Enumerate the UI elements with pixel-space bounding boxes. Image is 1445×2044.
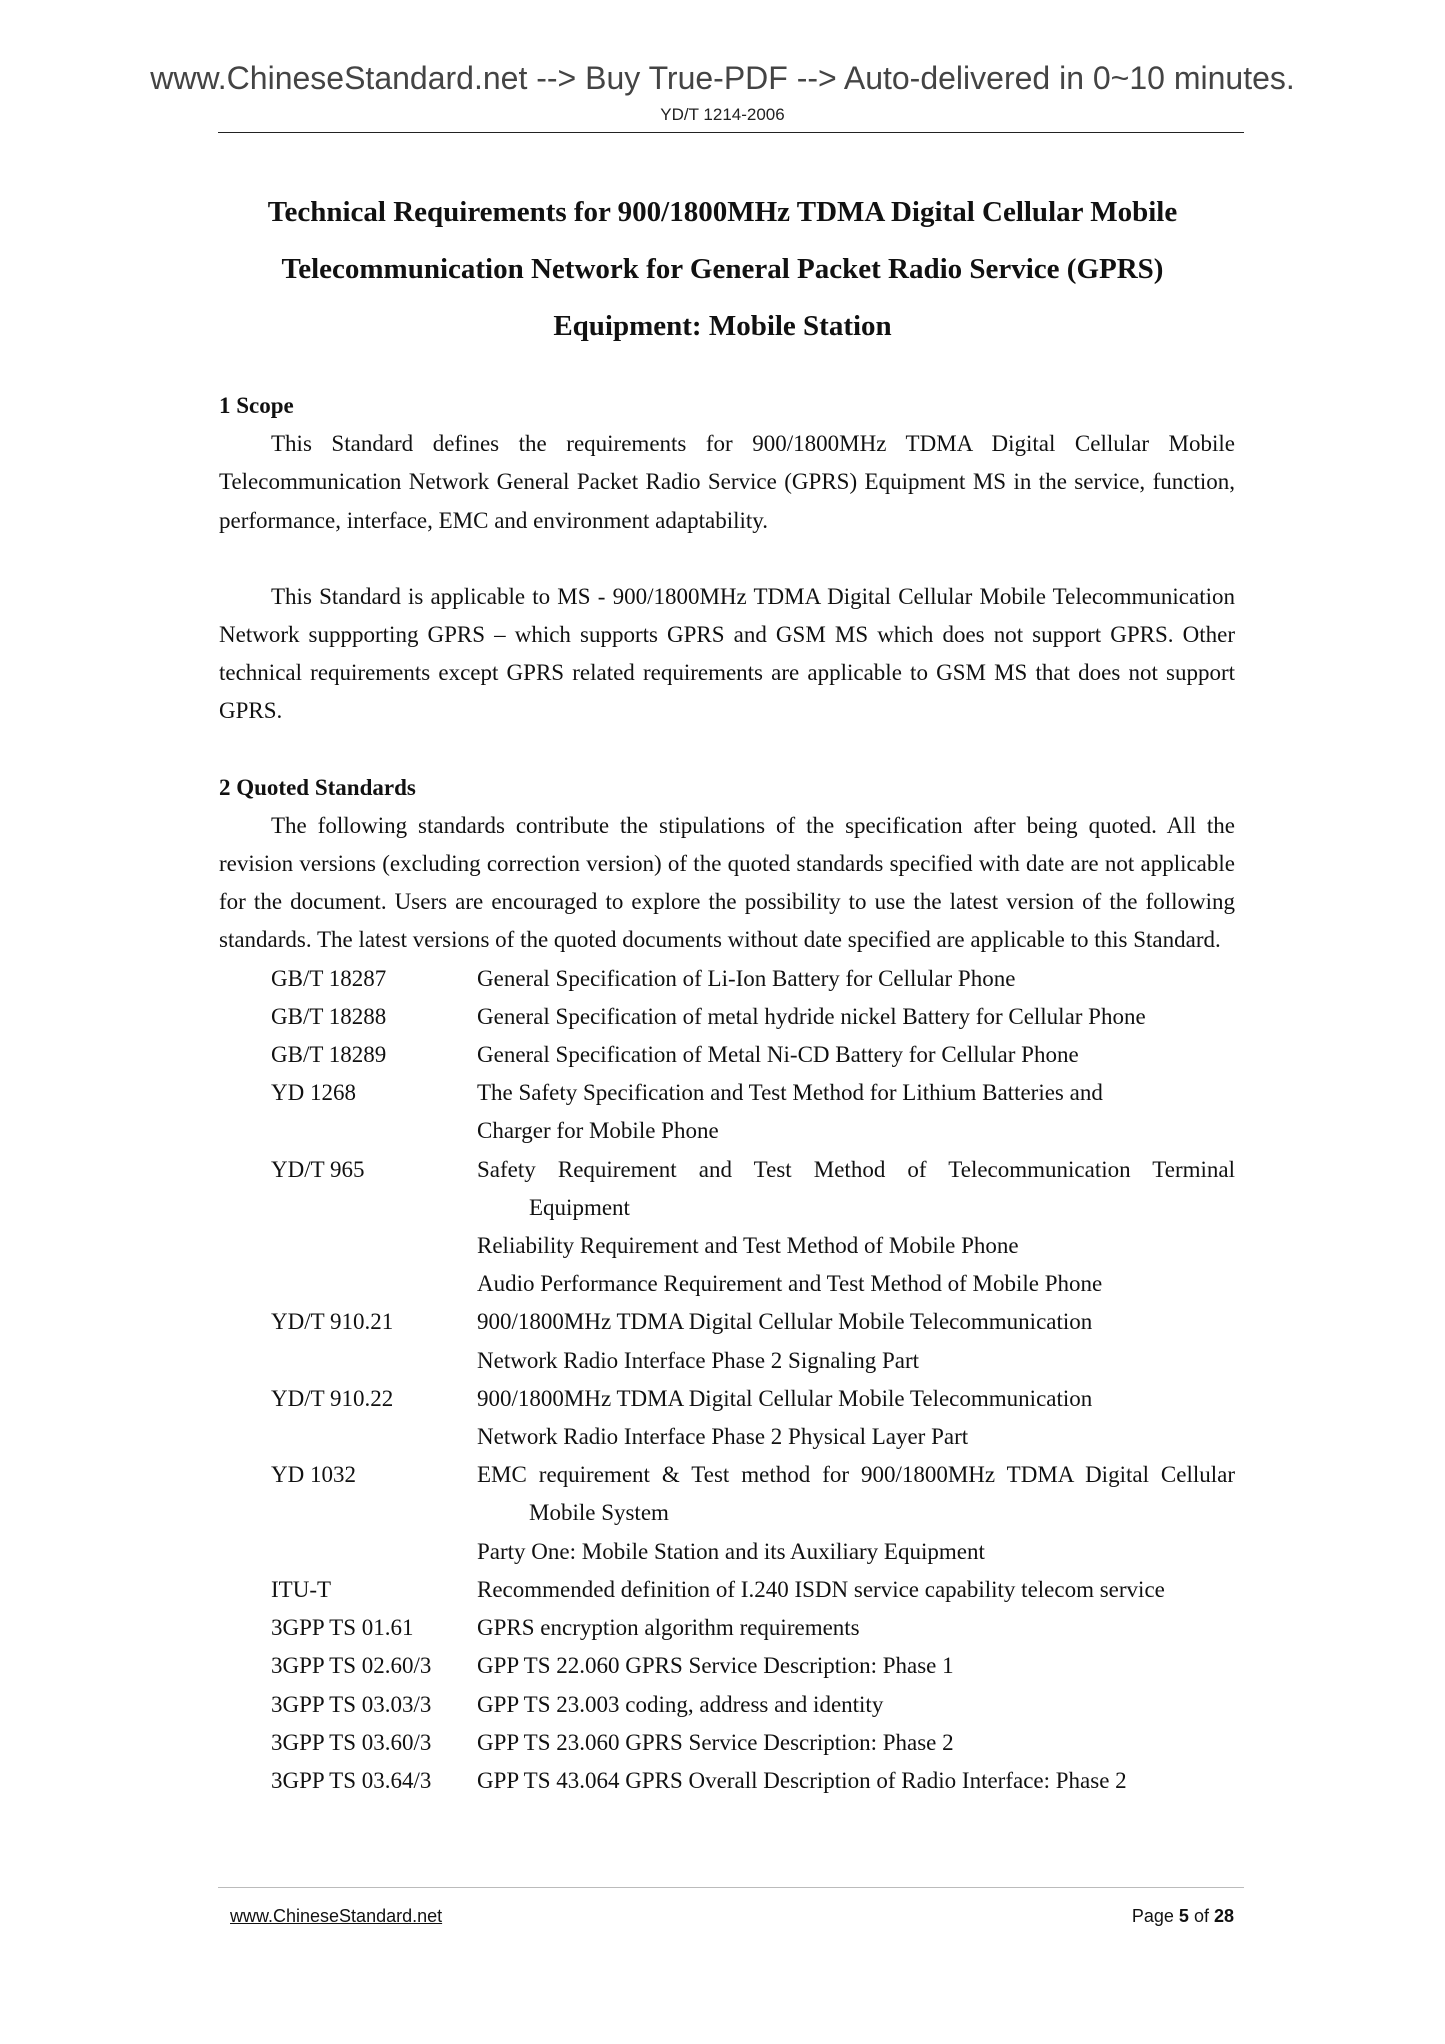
reference-title-line-1: Safety Requirement and Test Method of Telecommunication Terminal	[477, 1156, 1235, 1182]
reference-code: GB/T 18288	[271, 1003, 387, 1029]
reference-item	[219, 1456, 1235, 1532]
reference-item	[219, 1724, 1235, 1762]
title-line-3: Equipment: Mobile Station	[553, 310, 892, 342]
reference-title: Reliability Requirement and Test Method of Mobile Phone	[477, 1233, 1019, 1259]
reference-item	[219, 1074, 1235, 1150]
reference-item	[219, 1380, 1235, 1456]
reference-title: GPP TS 43.064 GPRS Overall Description of Radio Interface: Phase 2	[477, 1767, 1127, 1793]
paragraph-gap	[219, 731, 1235, 769]
reference-code: 3GPP TS 03.64/3	[271, 1767, 432, 1793]
reference-title: GPRS encryption algorithm requirements	[477, 1615, 860, 1641]
section-heading-scope: 1 Scope	[219, 393, 294, 418]
reference-item	[219, 1571, 1235, 1609]
reference-title-line-1: EMC requirement & Test method for 900/1800MHz TDMA Digital Cellular	[477, 1462, 1235, 1488]
top-banner[interactable]: www.ChineseStandard.net --> Buy True-PDF --> Auto-delivered in 0~10 minutes.	[150, 60, 1295, 96]
reference-code: 3GPP TS 02.60/3	[271, 1653, 432, 1679]
reference-code: 3GPP TS 03.03/3	[271, 1691, 432, 1717]
page-label: Page	[1131, 1906, 1174, 1926]
scope-paragraph-1: This Standard defines the requirements for 900/1800MHz TDMA Digital Cellular Mobile Telecommunication Network General Packet Radio Service (GPRS) Equipment MS in the service, function, performance, interface, EMC and environment adaptability.	[219, 431, 1235, 533]
reference-title-line-1: 900/1800MHz TDMA Digital Cellular Mobile Telecommunication	[477, 1309, 1093, 1335]
reference-title-line-2: Mobile System	[529, 1500, 669, 1526]
reference-item	[219, 1303, 1235, 1379]
reference-title: General Specification of Metal Ni-CD Battery for Cellular Phone	[477, 1042, 1079, 1068]
reference-code	[219, 1227, 477, 1265]
reference-title: GPP TS 23.060 GPRS Service Description: Phase 2	[477, 1729, 954, 1755]
reference-title	[477, 1380, 1235, 1456]
scope-paragraph-2: This Standard is applicable to MS - 900/1800MHz TDMA Digital Cellular Mobile Telecommunication Network suppporting GPRS – which supports GPRS and GSM MS which does not support GPRS. Other technical requirements except GPRS related requirements are applicable to GSM MS that does not support GPRS.	[219, 583, 1235, 724]
title-line-2: Telecommunication Network for General Packet Radio Service (GPRS)	[281, 253, 1164, 285]
reference-item	[219, 1227, 1235, 1265]
reference-title-line-1: The Safety Specification and Test Method for Lithium Batteries and	[477, 1080, 1103, 1106]
reference-title-line-2: Network Radio Interface Phase 2 Physical Layer Part	[477, 1424, 969, 1450]
reference-title-line-2: Network Radio Interface Phase 2 Signaling Part	[477, 1347, 919, 1373]
page-total: 28	[1213, 1906, 1234, 1926]
reference-title-line-2: Equipment	[529, 1194, 630, 1220]
footer-divider	[218, 1887, 1244, 1888]
reference-item	[219, 960, 1235, 998]
document-body	[219, 387, 1235, 1800]
reference-title: Party One: Mobile Station and its Auxiliary Equipment	[477, 1538, 985, 1564]
document-title	[150, 184, 1295, 355]
reference-title: General Specification of metal hydride nickel Battery for Cellular Phone	[477, 1003, 1146, 1029]
page-footer	[230, 1906, 1234, 1927]
reference-code: YD/T 965	[271, 1156, 365, 1182]
reference-code: YD/T 910.21	[271, 1309, 394, 1335]
reference-code: 3GPP TS 01.61	[271, 1615, 414, 1641]
reference-code: YD/T 910.22	[271, 1385, 394, 1411]
page-of: of	[1193, 1906, 1209, 1926]
reference-item	[219, 1036, 1235, 1074]
reference-title: Audio Performance Requirement and Test Method of Mobile Phone	[477, 1271, 1103, 1297]
reference-code	[219, 1533, 477, 1571]
reference-title	[477, 1456, 1235, 1532]
footer-website-link[interactable]: www.ChineseStandard.net	[230, 1906, 443, 1926]
document-number: YD/T 1214-2006	[660, 105, 785, 124]
reference-title: General Specification of Li-Ion Battery for Cellular Phone	[477, 965, 1016, 991]
quoted-standards-paragraph: The following standards contribute the stipulations of the specification after being quoted. All the revision versions (excluding correction version) of the quoted standards specified with date are not applicable for the document. Users are encouraged to explore the possibility to use the latest version of the following standards. The latest versions of the quoted documents without date specified are applicable to this Standard.	[219, 812, 1235, 953]
reference-title	[477, 1151, 1235, 1227]
reference-title-line-1: 900/1800MHz TDMA Digital Cellular Mobile Telecommunication	[477, 1385, 1093, 1411]
reference-item	[219, 998, 1235, 1036]
header-divider	[218, 132, 1244, 133]
reference-code: ITU-T	[271, 1576, 332, 1602]
reference-item	[219, 1609, 1235, 1647]
title-line-1: Technical Requirements for 900/1800MHz TDMA Digital Cellular Mobile	[267, 196, 1178, 228]
page-number	[1132, 1906, 1234, 1927]
reference-list	[219, 960, 1235, 1800]
reference-code: YD 1032	[271, 1462, 356, 1488]
reference-item	[219, 1647, 1235, 1685]
reference-code: YD 1268	[271, 1080, 356, 1106]
reference-item	[219, 1151, 1235, 1227]
reference-title-line-2: Charger for Mobile Phone	[477, 1118, 719, 1144]
paragraph-gap	[219, 540, 1235, 578]
reference-item	[219, 1265, 1235, 1303]
reference-title: Recommended definition of I.240 ISDN service capability telecom service	[477, 1576, 1165, 1602]
reference-title	[477, 1074, 1235, 1150]
reference-item	[219, 1533, 1235, 1571]
reference-code: GB/T 18289	[271, 1042, 387, 1068]
reference-title	[477, 1303, 1235, 1379]
reference-code	[219, 1265, 477, 1303]
reference-code: GB/T 18287	[271, 965, 387, 991]
reference-title: GPP TS 22.060 GPRS Service Description: Phase 1	[477, 1653, 954, 1679]
reference-item	[219, 1762, 1235, 1800]
page-current: 5	[1178, 1906, 1189, 1926]
section-heading-quoted-standards: 2 Quoted Standards	[219, 774, 416, 800]
reference-item	[219, 1686, 1235, 1724]
reference-title: GPP TS 23.003 coding, address and identity	[477, 1691, 884, 1717]
reference-code: 3GPP TS 03.60/3	[271, 1729, 432, 1755]
